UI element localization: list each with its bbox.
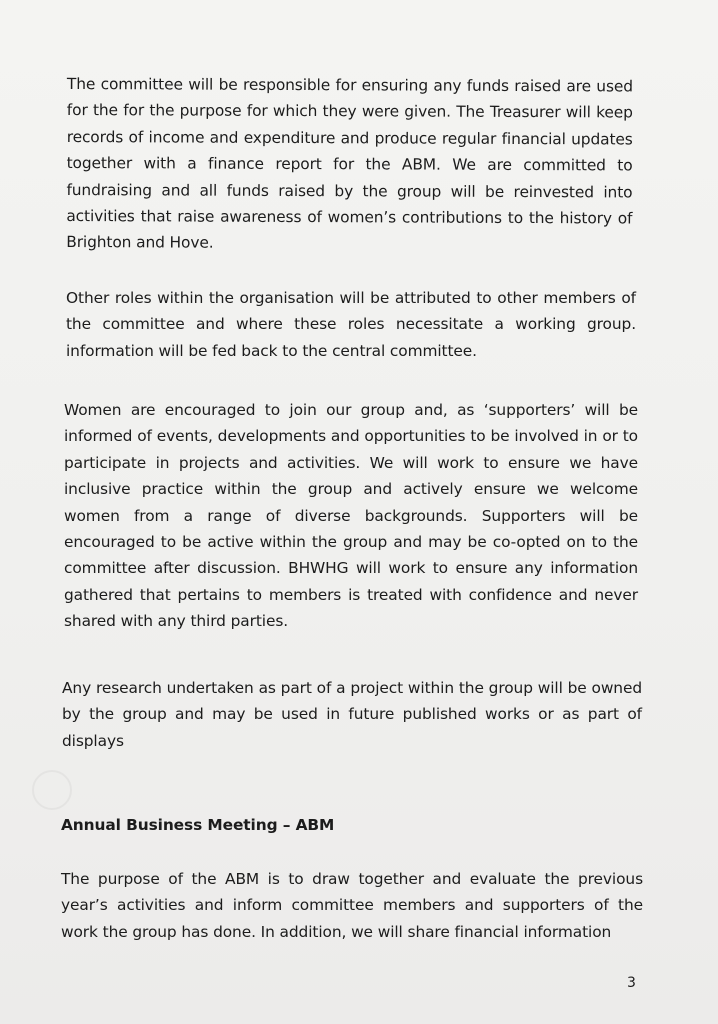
paragraph-abm-purpose: The purpose of the ABM is to draw together and evaluate the previous year’s activities and inform committee members and supporters of the work the group has done. In addition, we will share financial information xyxy=(61,870,643,941)
page-number: 3 xyxy=(627,975,636,991)
bleed-through-mark xyxy=(32,770,72,810)
paragraph-supporters: Women are encouraged to join our group and, as ‘supporters’ will be informed of events, developments and opportunities to be involved in or to participate in projects and activities. We will work to ensure we have inclusive practice within the group and actively ensure we welcome women from a range of diverse backgrounds. Supporters will be encouraged to be active within the group and may be co-opted on to the committee after discussion. BHWHG will work to ensure any information gathered that pertains to members is treated with confidence and never shared with any third parties. xyxy=(64,401,638,631)
section-heading-abm: Annual Business Meeting – ABM xyxy=(61,816,335,834)
paragraph-funds: The committee will be responsible for ensuring any funds raised are used for the for the purpose for which they were given. The Treasurer will keep records of income and expenditure and produce regular financial updates together with a finance report for the ABM. We are committed to fundraising and all funds raised by the group will be reinvested into activities that raise awareness of women’s contributions to the history of Brighton and Hove. xyxy=(66,74,633,253)
paragraph-other-roles: Other roles within the organisation will be attributed to other members of the committee and where these roles necessitate a working group. information will be fed back to the central committee. xyxy=(66,289,636,360)
paragraph-research: Any research undertaken as part of a project within the group will be owned by the group and may be used in future published works or as part of displays xyxy=(62,679,642,750)
